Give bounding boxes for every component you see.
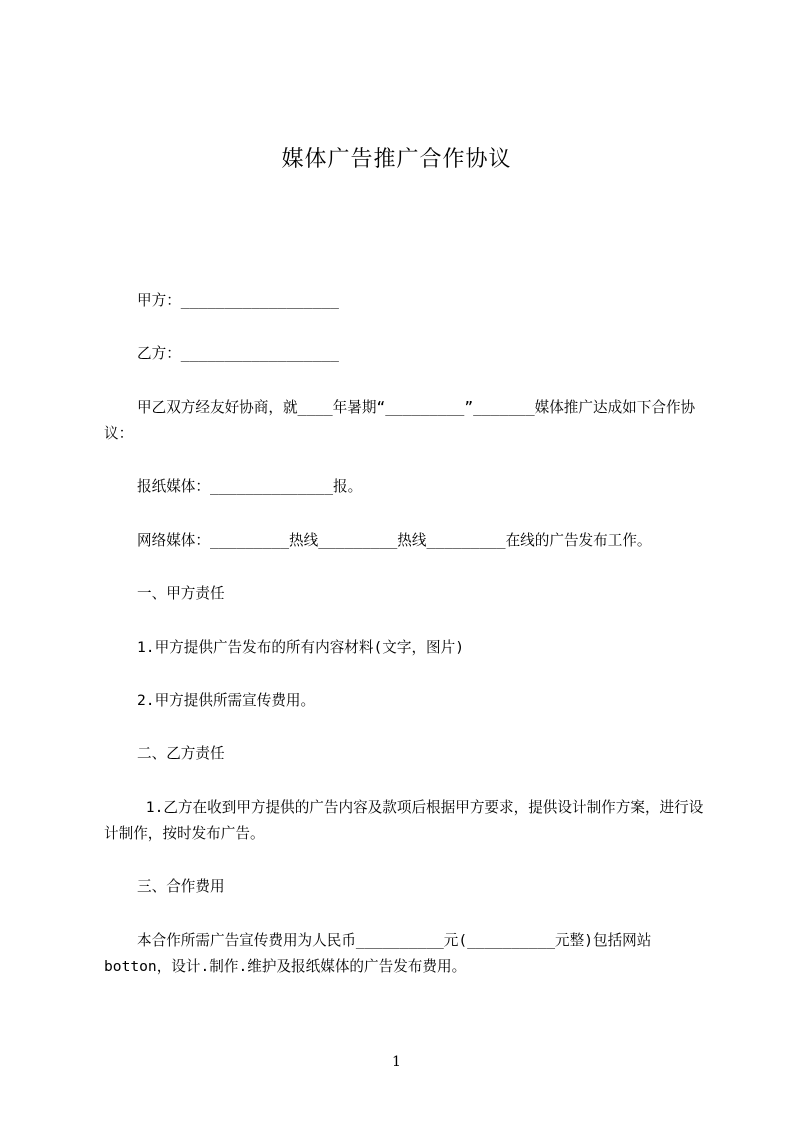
party-b-item-1: 1.乙方在收到甲方提供的广告内容及款项后根据甲方要求，提供设计制作方案，进行设计制作，按时发布广告。 (104, 799, 704, 842)
online-media-line: 网络媒体：_________热线_________热线_________在线的广告发布工作。 (137, 532, 652, 549)
page-number: 1 (392, 1054, 401, 1070)
party-b-line: 乙方：__________________ (137, 345, 339, 362)
newspaper-media-line: 报纸媒体：______________报。 (137, 478, 363, 495)
fees-paragraph: 本合作所需广告宣传费用为人民币__________元(__________元整)包括网站botton，设计.制作.维护及报纸媒体的广告发布费用。 (104, 932, 652, 975)
party-a-item-2: 2.甲方提供所需宣传费用。 (137, 692, 316, 709)
party-a-line: 甲方：__________________ (137, 292, 339, 309)
party-a-item-1: 1.甲方提供广告发布的所有内容材料(文字，图片) (137, 639, 465, 656)
intro-paragraph: 甲乙双方经友好协商，就____年暑期“_________”_______媒体推广达成如下合作协议： (104, 399, 696, 442)
section-heading-party-a: 一、甲方责任 (137, 585, 225, 602)
section-heading-fees: 三、合作费用 (137, 878, 225, 895)
document-title: 媒体广告推广合作协议 (281, 147, 512, 172)
section-heading-party-b: 二、乙方责任 (137, 745, 225, 762)
